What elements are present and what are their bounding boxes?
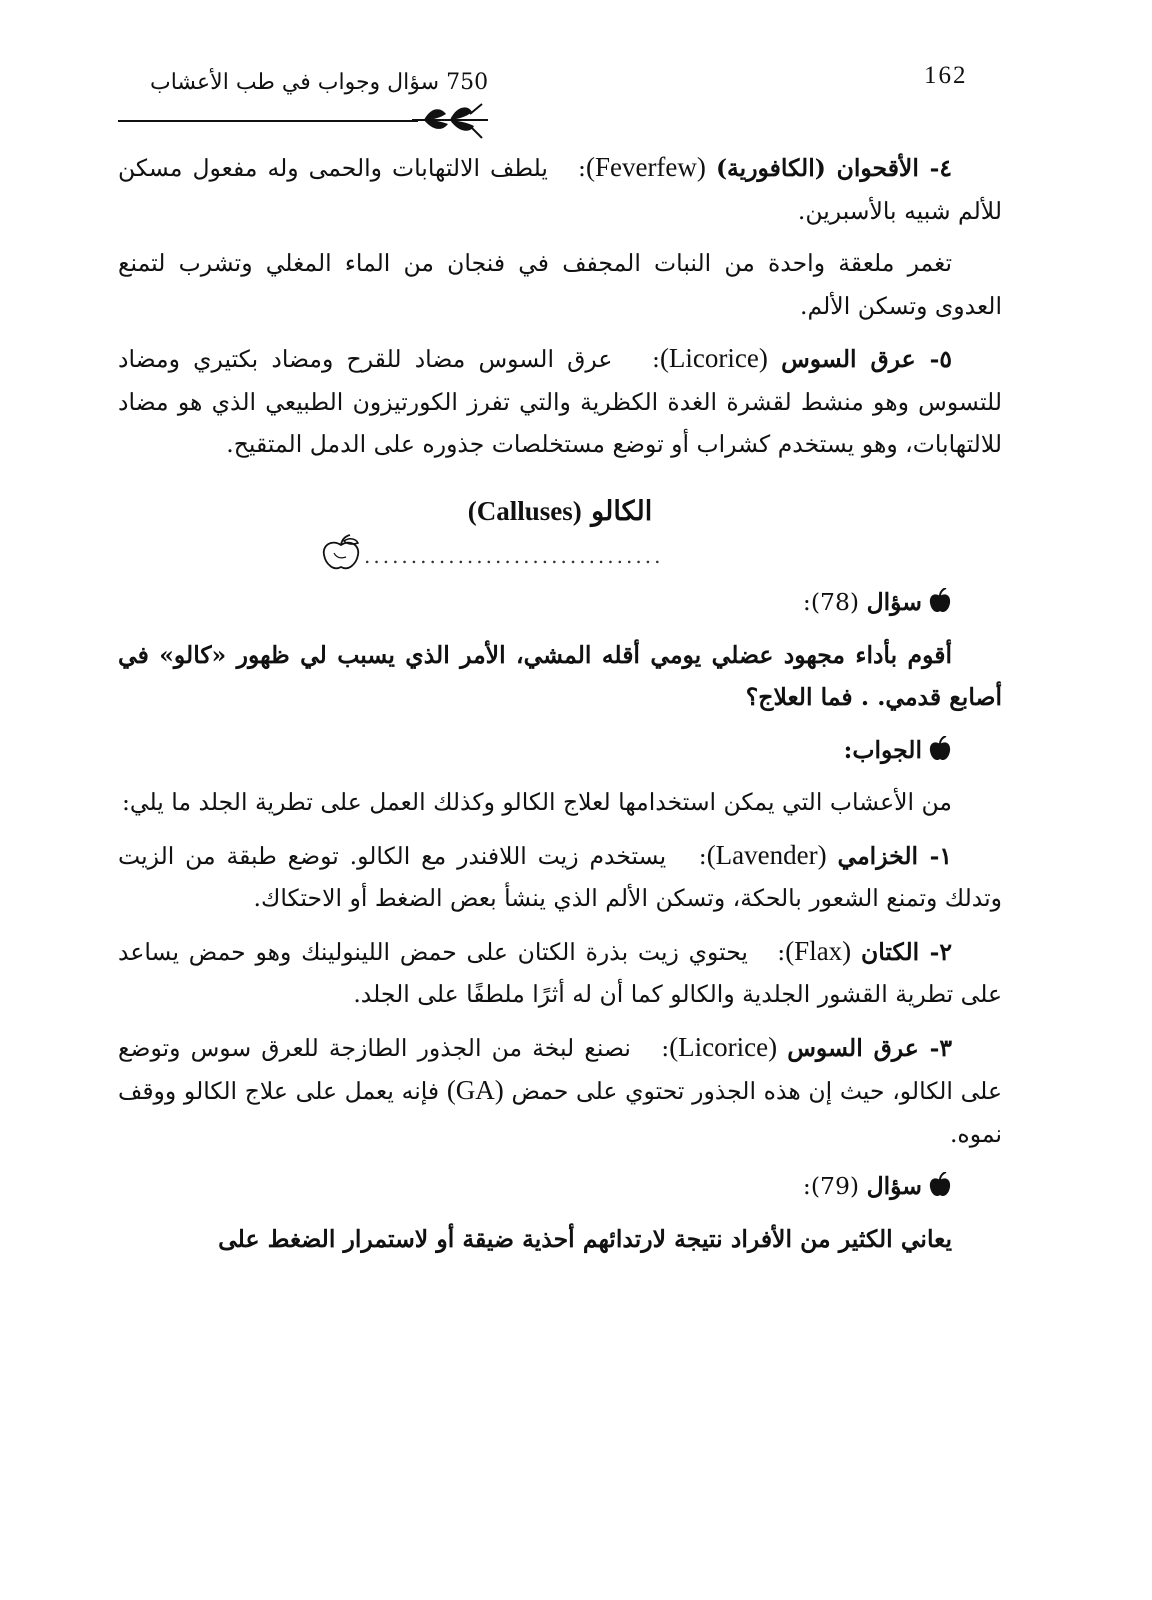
paragraph-preparation: تغمر ملعقة واحدة من النبات المجفف في فنجان من الماء المغلي وتشرب لتمنع العدوى وتسكن الألم. xyxy=(118,249,1002,320)
section-title: الكالو xyxy=(591,495,653,527)
latin-ga: (GA) xyxy=(446,1075,504,1105)
apple-icon xyxy=(928,736,952,762)
paragraph-licorice-2 xyxy=(118,1026,1002,1156)
page-number: 162 xyxy=(924,62,968,89)
leaf-ornament-icon xyxy=(410,100,490,142)
latin-licorice: (Licorice) xyxy=(659,343,768,373)
question-79-text: يعاني الكثير من الأفراد نتيجة لارتدائهم أحذية ضيقة أو لاستمرار الضغط على xyxy=(218,1224,952,1253)
latin-lavender: (Lavender) xyxy=(706,839,827,870)
question-78-heading xyxy=(118,581,1002,624)
licorice-text: عرق السوس مضاد للقرح ومضاد بكتيري ومضاد للتسوس وهو منشط لقشرة الغدة الكظرية والتي تفرز الكورتيزون الطبيعي الذي هو مضاد للالتهابات، وهو يستخدم كشراب أو توضع مستخلصات جذوره على الدمل المتقيح. xyxy=(118,345,1002,458)
answer-heading xyxy=(118,729,1002,772)
section-latin: (Calluses) xyxy=(467,495,582,526)
answer-label: الجواب: xyxy=(843,735,922,764)
latin-licorice-2: (Licorice) xyxy=(669,1031,778,1062)
colon: : xyxy=(652,345,660,373)
paragraph-lavender xyxy=(118,834,1002,920)
latin-flax: (Flax) xyxy=(785,935,852,966)
question-number: (78): xyxy=(802,588,860,616)
latin-feverfew: (Feverfew) xyxy=(585,152,706,182)
term-flax: ٢- الكتان xyxy=(860,937,952,966)
licorice-2-text-before: نصنع لبخة من الجذور الطازجة للعرق سوس وتوضع على الكالو، حيث إن هذه الجذور تحتوي على حمض xyxy=(118,1033,1002,1105)
question-78-text: أقوم بأداء مجهود عضلي يومي أقله المشي، الأمر الذي يسبب لي ظهور «كالو» في أصابع قدمي. . فما العلاج؟ xyxy=(118,640,1002,711)
colon: : xyxy=(661,1033,670,1062)
question-label: سؤال xyxy=(866,588,922,616)
paragraph-flax xyxy=(118,930,1002,1016)
term-lavender: ١- الخزامي xyxy=(837,841,952,870)
licorice-2-text-after: فإنه يعمل على علاج الكالو ووقف نموه. xyxy=(118,1077,1002,1148)
question-number: (79): xyxy=(802,1172,860,1200)
page-body xyxy=(118,146,1002,1270)
colon: : xyxy=(777,937,786,966)
feverfew-text: يلطف الالتهابات والحمى وله مفعول مسكن للألم شبيه بالأسبرين. xyxy=(118,154,1002,225)
dotted-rule: ................................ xyxy=(364,544,664,568)
section-divider xyxy=(118,533,1002,581)
header-rule xyxy=(118,120,418,122)
section-heading xyxy=(118,490,1002,534)
apple-icon xyxy=(928,588,952,614)
term-licorice-2: ٣- عرق السوس xyxy=(787,1033,953,1062)
paragraph-licorice xyxy=(118,337,1002,466)
flax-text: يحتوي زيت بذرة الكتان على حمض اللينولينك وهو حمض يساعد على تطرية القشور الجلدية والكالو كما أن له أثرًا ملطفًا على الجلد. xyxy=(118,937,1002,1008)
running-header-title: 750 سؤال وجواب في طب الأعشاب xyxy=(150,70,489,95)
term-feverfew: ٤- الأقحوان (الكافورية) xyxy=(715,154,952,182)
apple-ornament-icon xyxy=(318,533,364,573)
question-label: سؤال xyxy=(866,1172,922,1200)
answer-intro: من الأعشاب التي يمكن استخدامها لعلاج الكالو وكذلك العمل على تطرية الجلد ما يلي: xyxy=(122,788,952,816)
lavender-text: يستخدم زيت اللافندر مع الكالو. توضع طبقة من الزيت وتدلك وتمنع الشعور بالحكة، وتسكن الألم الذي ينشأ بعض الضغط أو الاحتكاك. xyxy=(118,841,1002,912)
colon: : xyxy=(578,154,586,182)
paragraph-feverfew xyxy=(118,146,1002,232)
term-licorice: ٥- عرق السوس xyxy=(781,345,952,373)
question-79-heading xyxy=(118,1165,1002,1208)
colon: : xyxy=(698,841,707,870)
apple-icon xyxy=(928,1172,952,1198)
